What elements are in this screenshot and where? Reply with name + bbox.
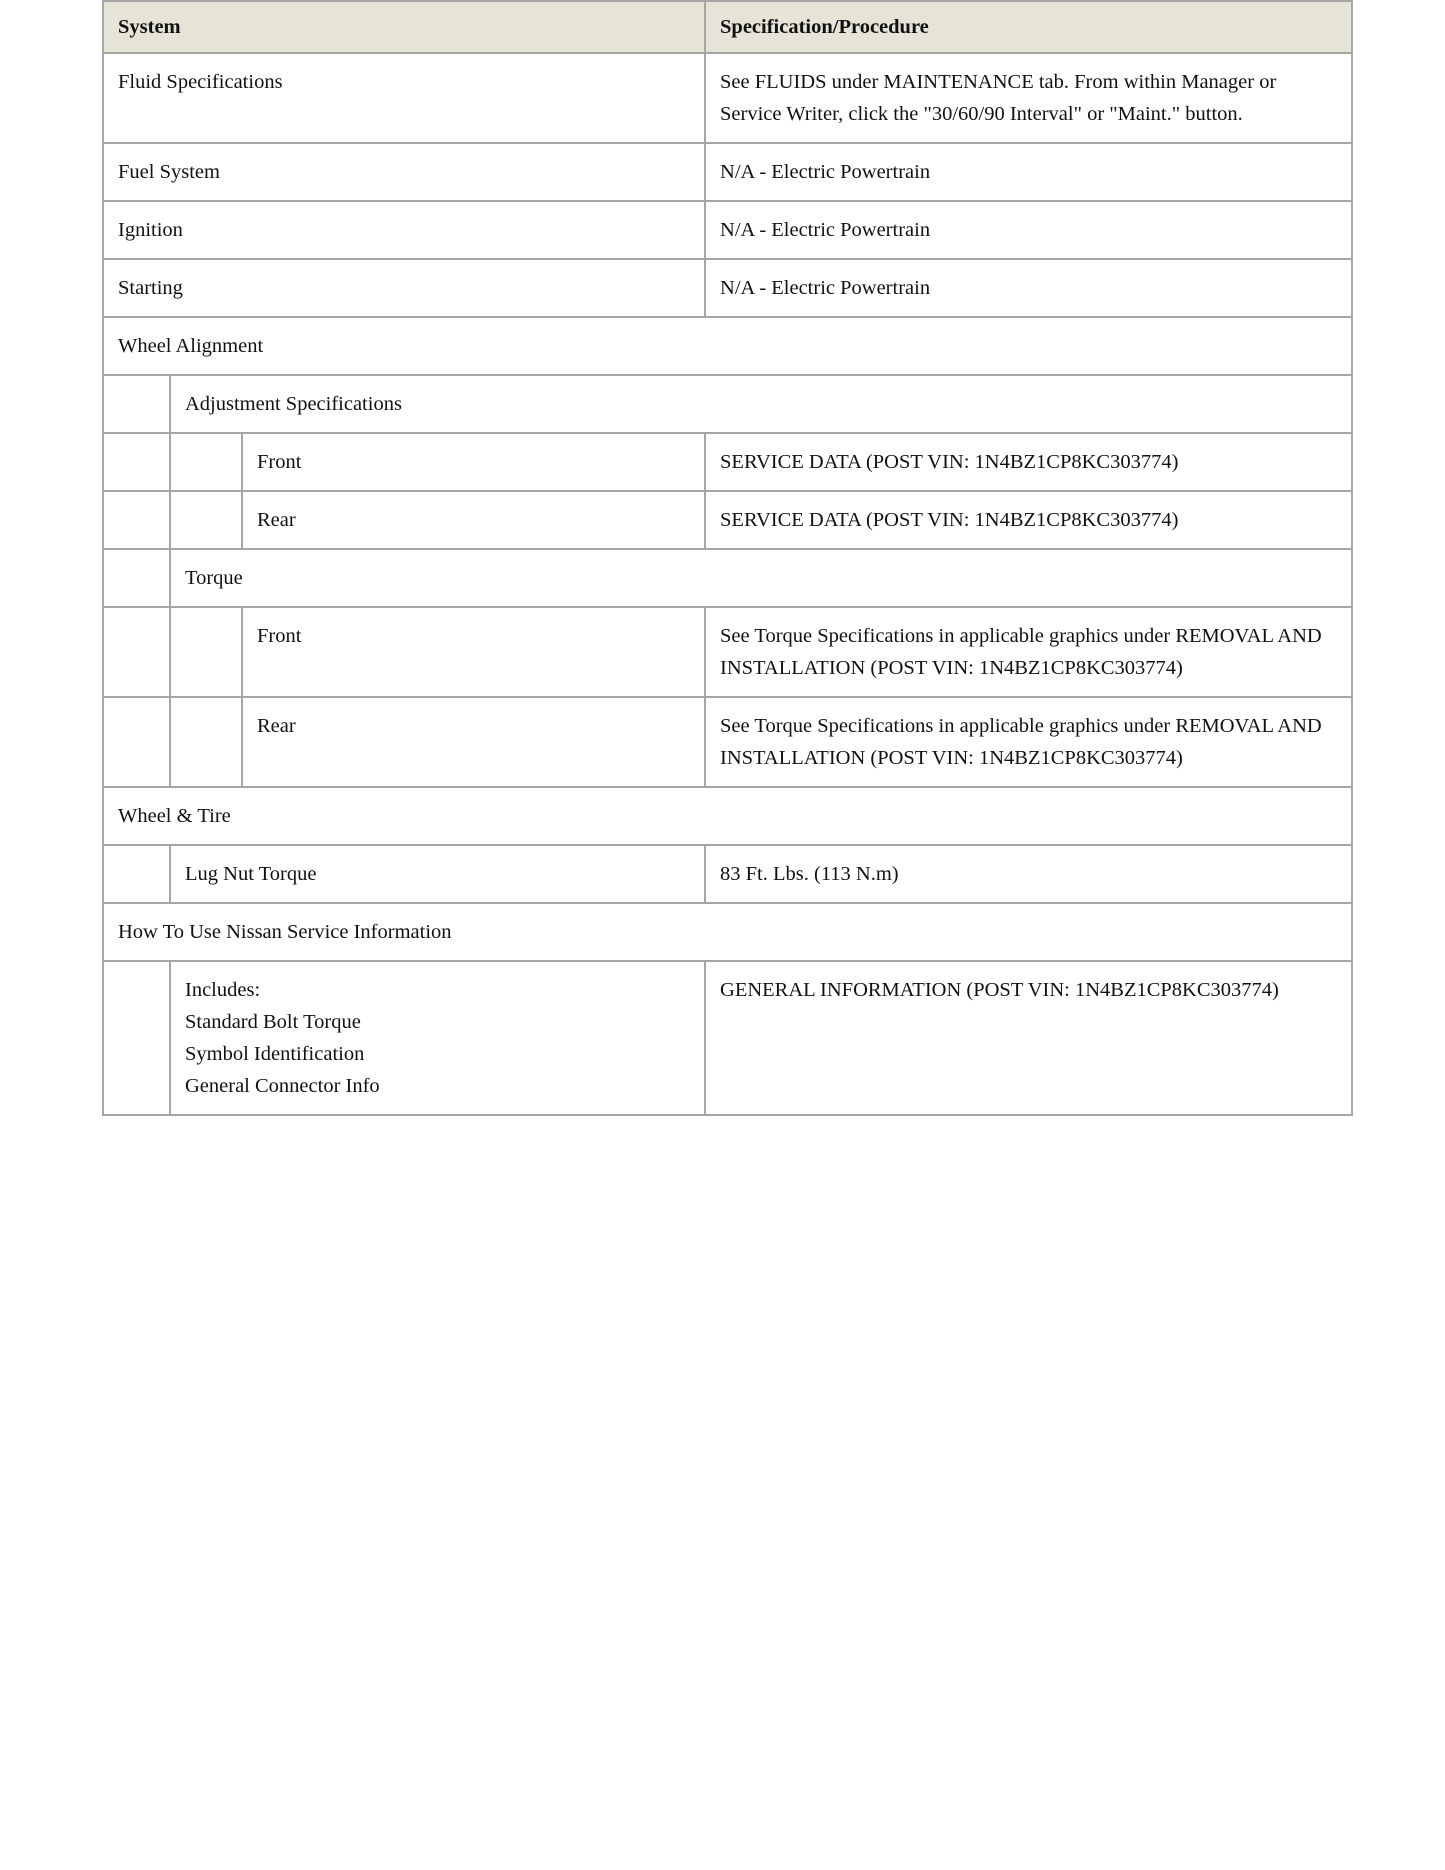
section-row xyxy=(103,787,1352,845)
indent-cell xyxy=(103,549,170,607)
row-value-ignition: N/A - Electric Powertrain xyxy=(705,201,1352,259)
column-header-system: System xyxy=(103,1,705,53)
row-label-adjustment-front: Front xyxy=(242,433,705,491)
table-row xyxy=(103,53,1352,143)
table-row xyxy=(103,961,1352,1115)
row-value-lug-nut-torque: 83 Ft. Lbs. (113 N.m) xyxy=(705,845,1352,903)
section-label-wheel-alignment: Wheel Alignment xyxy=(103,317,1352,375)
column-header-specification: Specification/Procedure xyxy=(705,1,1352,53)
indent-cell xyxy=(103,375,170,433)
row-label-fuel-system: Fuel System xyxy=(103,143,705,201)
row-value-adjustment-rear: SERVICE DATA (POST VIN: 1N4BZ1CP8KC303774) xyxy=(705,491,1352,549)
table-row xyxy=(103,491,1352,549)
indent-cell xyxy=(103,845,170,903)
table-row xyxy=(103,259,1352,317)
indent-cell xyxy=(103,961,170,1115)
row-label-torque-rear: Rear xyxy=(242,697,705,787)
row-label-ignition: Ignition xyxy=(103,201,705,259)
row-value-fuel-system: N/A - Electric Powertrain xyxy=(705,143,1352,201)
indent-cell xyxy=(170,433,242,491)
subsection-label-torque: Torque xyxy=(170,549,1352,607)
row-value-torque-rear: See Torque Specifications in applicable graphics under REMOVAL AND INSTALLATION (POST VIN: 1N4BZ1CP8KC303774) xyxy=(705,697,1352,787)
specifications-table xyxy=(102,0,1353,1116)
table-row xyxy=(103,845,1352,903)
indent-cell xyxy=(170,697,242,787)
row-value-starting: N/A - Electric Powertrain xyxy=(705,259,1352,317)
table-row xyxy=(103,607,1352,697)
includes-line: Symbol Identification xyxy=(185,1043,365,1065)
section-row xyxy=(103,903,1352,961)
includes-line: General Connector Info xyxy=(185,1075,380,1097)
row-label-adjustment-rear: Rear xyxy=(242,491,705,549)
row-label-starting: Starting xyxy=(103,259,705,317)
indent-cell xyxy=(103,607,170,697)
indent-cell xyxy=(170,491,242,549)
row-label-lug-nut-torque: Lug Nut Torque xyxy=(170,845,705,903)
table-row xyxy=(103,143,1352,201)
indent-cell xyxy=(170,607,242,697)
subsection-row xyxy=(103,549,1352,607)
row-label-fluid-specifications: Fluid Specifications xyxy=(103,53,705,143)
indent-cell xyxy=(103,433,170,491)
subsection-label-adjustment-specifications: Adjustment Specifications xyxy=(170,375,1352,433)
table-row xyxy=(103,697,1352,787)
row-value-fluid-specifications: See FLUIDS under MAINTENANCE tab. From within Manager or Service Writer, click the "30/60/90 Interval" or "Maint." button. xyxy=(705,53,1352,143)
row-label-includes xyxy=(170,961,705,1115)
section-label-wheel-tire: Wheel & Tire xyxy=(103,787,1352,845)
includes-line: Standard Bolt Torque xyxy=(185,1011,361,1033)
row-value-torque-front: See Torque Specifications in applicable graphics under REMOVAL AND INSTALLATION (POST VIN: 1N4BZ1CP8KC303774) xyxy=(705,607,1352,697)
subsection-row xyxy=(103,375,1352,433)
section-label-how-to-use: How To Use Nissan Service Information xyxy=(103,903,1352,961)
indent-cell xyxy=(103,491,170,549)
table-row xyxy=(103,201,1352,259)
table-header-row xyxy=(103,1,1352,53)
row-label-torque-front: Front xyxy=(242,607,705,697)
row-value-general-information: GENERAL INFORMATION (POST VIN: 1N4BZ1CP8KC303774) xyxy=(705,961,1352,1115)
includes-line: Includes: xyxy=(185,979,261,1001)
table-row xyxy=(103,433,1352,491)
indent-cell xyxy=(103,697,170,787)
row-value-adjustment-front: SERVICE DATA (POST VIN: 1N4BZ1CP8KC303774) xyxy=(705,433,1352,491)
section-row xyxy=(103,317,1352,375)
